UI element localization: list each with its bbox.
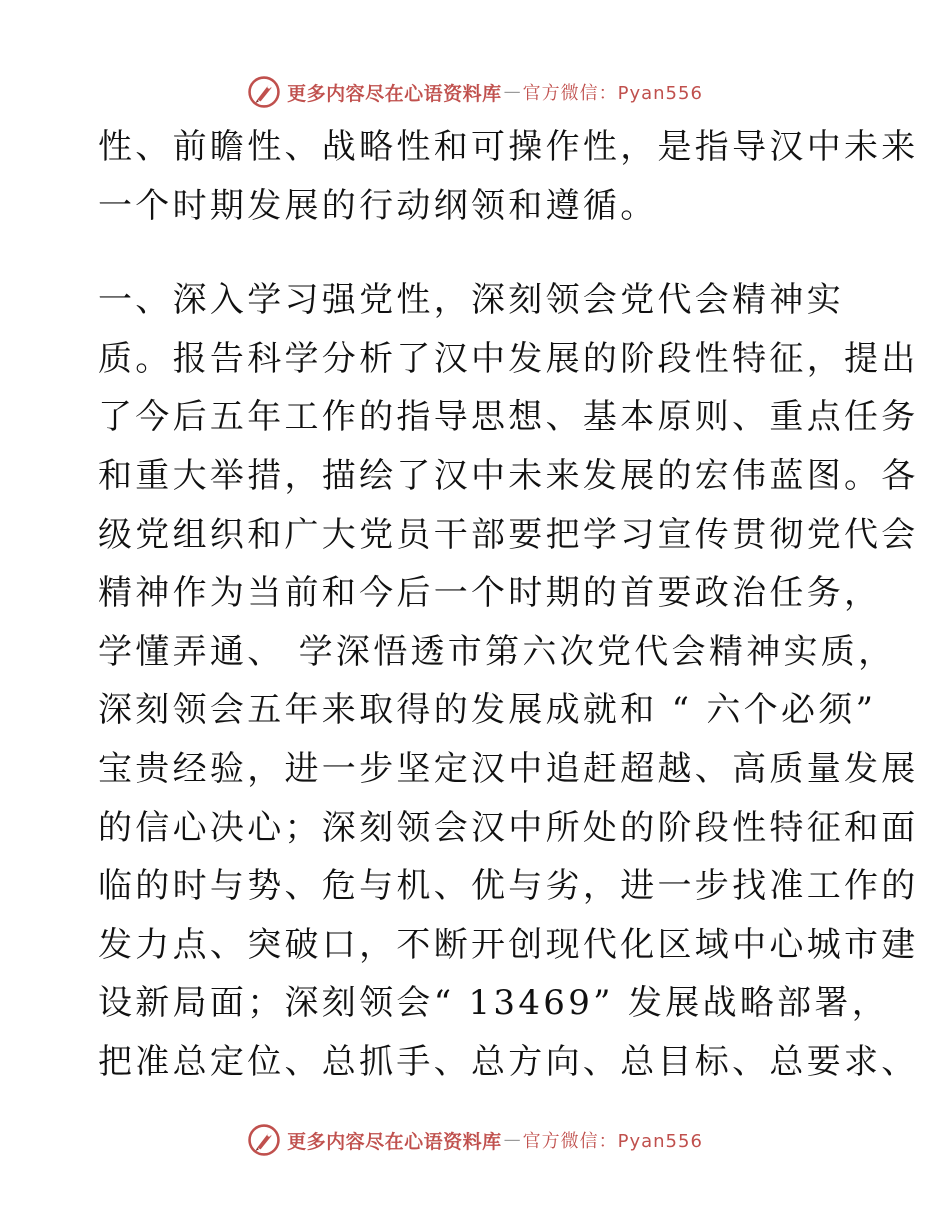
text-line: 和重大举措，描绘了汉中未来发展的宏伟蓝图。各 <box>98 455 919 496</box>
banner-title: 更多内容尽在心语资料库 <box>287 1130 502 1153</box>
text-line: 的信心决心；深刻领会汉中所处的阶段性特征和面 <box>98 807 919 848</box>
text-line: 精神作为当前和今后一个时期的首要政治任务， <box>98 573 882 614</box>
document-body <box>98 118 919 1092</box>
text-line: 了今后五年工作的指导思想、基本原则、重点任务 <box>98 397 919 438</box>
paragraph-gap <box>98 235 858 271</box>
banner-contact: 官方微信：Pyan556 <box>522 83 703 104</box>
banner-dash: — <box>503 82 521 102</box>
pen-nib-logo-icon <box>247 1123 281 1157</box>
banner-title: 更多内容尽在心语资料库 <box>287 82 502 105</box>
text-line: 级党组织和广大党员干部要把学习宣传贯彻党代会 <box>98 514 919 555</box>
section-heading-line: 一、深入学习强党性，深刻领会党代会精神实 <box>98 280 844 321</box>
text-line: 一个时期发展的行动纲领和遵循。 <box>98 185 658 226</box>
footer-banner <box>0 1120 950 1160</box>
text-line: 性、前瞻性、战略性和可操作性，是指导汉中未来 <box>98 127 919 167</box>
text-line: 深刻领会五年来取得的发展成就和 “ 六个必须” <box>98 690 877 731</box>
text-line: 质。报告科学分析了汉中发展的阶段性特征，提出 <box>98 338 919 379</box>
text-line: 临的时与势、危与机、优与劣，进一步找准工作的 <box>98 866 919 907</box>
banner-contact: 官方微信：Pyan556 <box>522 1131 703 1152</box>
banner-dash: — <box>503 1130 521 1150</box>
text-line: 宝贵经验，进一步坚定汉中追赶超越、高质量发展 <box>98 748 919 789</box>
pen-nib-logo-icon <box>247 75 281 109</box>
text-line: 发力点、突破口，不断开创现代化区域中心城市建 <box>98 924 919 965</box>
intro-paragraph <box>98 118 919 235</box>
section-paragraph <box>98 271 919 1091</box>
header-banner <box>0 72 950 112</box>
text-line: 把准总定位、总抓手、总方向、总目标、总要求、 <box>98 1041 919 1082</box>
text-line: 学懂弄通、 学深悟透市第六次党代会精神实质， <box>98 631 896 672</box>
text-line: 设新局面；深刻领会“ 13469” 发展战略部署， <box>98 983 890 1024</box>
